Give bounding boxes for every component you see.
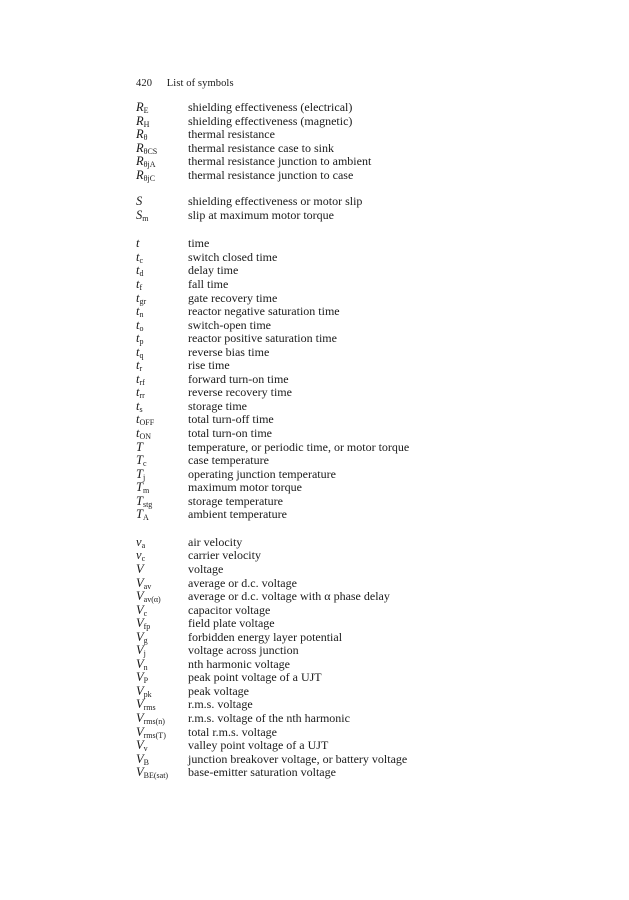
symbol-subscript: θ bbox=[143, 133, 148, 143]
symbol-entry bbox=[136, 441, 606, 455]
symbol-subscript: f bbox=[139, 283, 143, 293]
symbol-subscript: g bbox=[143, 635, 148, 645]
symbol-description: delay time bbox=[188, 263, 239, 278]
symbol-entry bbox=[136, 400, 606, 414]
symbol bbox=[136, 209, 188, 223]
symbol-entry bbox=[136, 698, 606, 712]
symbol bbox=[136, 305, 188, 319]
symbol-subscript: OFF bbox=[139, 418, 155, 428]
running-title: List of symbols bbox=[166, 78, 234, 89]
symbol-base: T bbox=[136, 453, 143, 468]
symbol-base: V bbox=[136, 683, 144, 698]
symbol-description: switch-open time bbox=[188, 317, 271, 332]
symbol-description: maximum motor torque bbox=[188, 480, 302, 495]
symbol bbox=[136, 753, 188, 767]
symbol bbox=[136, 685, 188, 699]
symbol bbox=[136, 658, 188, 672]
symbol bbox=[136, 536, 188, 550]
symbol bbox=[136, 128, 188, 142]
symbol-entry bbox=[136, 332, 606, 346]
symbol bbox=[136, 577, 188, 591]
symbol-base: T bbox=[136, 480, 143, 495]
symbol-subscript: rms bbox=[143, 703, 156, 713]
symbol-description: fall time bbox=[188, 277, 229, 292]
symbol-subscript: n bbox=[143, 662, 148, 672]
symbol-base: t bbox=[136, 358, 140, 373]
symbol bbox=[136, 739, 188, 753]
symbol-entry bbox=[136, 386, 606, 400]
symbol-description: shielding effectiveness (electrical) bbox=[188, 100, 353, 114]
symbol-base: V bbox=[136, 751, 144, 766]
symbol-description: operating junction temperature bbox=[188, 466, 336, 481]
symbol-base: V bbox=[136, 710, 144, 725]
symbol-base: t bbox=[136, 263, 140, 278]
symbol bbox=[136, 427, 188, 441]
symbol-base: V bbox=[136, 670, 144, 685]
symbol bbox=[136, 726, 188, 740]
symbol-description: valley point voltage of a UJT bbox=[188, 738, 329, 753]
symbol-description: ambient temperature bbox=[188, 507, 287, 522]
symbol-entry bbox=[136, 264, 606, 278]
symbol-description: storage temperature bbox=[188, 493, 283, 508]
symbol bbox=[136, 155, 188, 169]
symbol bbox=[136, 169, 188, 183]
symbol-entry bbox=[136, 346, 606, 360]
symbol-subscript: c bbox=[142, 459, 147, 469]
symbol-base: S bbox=[136, 194, 143, 209]
symbol-base: v bbox=[136, 548, 142, 563]
symbol-entry bbox=[136, 590, 606, 604]
symbol-entry bbox=[136, 427, 606, 441]
symbol-base: V bbox=[136, 629, 144, 644]
symbol-group bbox=[136, 237, 606, 521]
symbol-base: t bbox=[136, 385, 140, 400]
symbol-entry bbox=[136, 195, 606, 209]
symbol-subscript: rms(T) bbox=[143, 730, 166, 740]
symbol bbox=[136, 508, 188, 522]
symbol-base: R bbox=[136, 154, 144, 169]
symbol-entry bbox=[136, 209, 606, 223]
symbol-description: total turn-on time bbox=[188, 426, 272, 441]
symbol-description: switch closed time bbox=[188, 249, 278, 264]
symbol-entry bbox=[136, 292, 606, 306]
symbol-entry bbox=[136, 604, 606, 618]
symbol-group bbox=[136, 101, 606, 182]
symbol-subscript: θjC bbox=[143, 173, 156, 183]
symbol-description: slip at maximum motor torque bbox=[188, 207, 334, 222]
symbol bbox=[136, 386, 188, 400]
symbol-subscript: rf bbox=[139, 377, 145, 387]
symbol bbox=[136, 319, 188, 333]
symbol-description: air velocity bbox=[188, 534, 243, 549]
symbol-entry bbox=[136, 685, 606, 699]
symbol-entry bbox=[136, 128, 606, 142]
symbol bbox=[136, 617, 188, 631]
symbol-base: R bbox=[136, 113, 144, 128]
symbol-entry bbox=[136, 454, 606, 468]
symbol-base: S bbox=[136, 207, 143, 222]
symbol-subscript: c bbox=[143, 608, 148, 618]
symbol-subscript: θjA bbox=[143, 160, 156, 170]
symbol bbox=[136, 671, 188, 685]
symbol-entry bbox=[136, 468, 606, 482]
symbol-base: t bbox=[136, 371, 140, 386]
symbol-entry bbox=[136, 413, 606, 427]
symbol bbox=[136, 142, 188, 156]
symbol-entry bbox=[136, 251, 606, 265]
symbol-description: reverse recovery time bbox=[188, 385, 292, 400]
symbol-description: base-emitter saturation voltage bbox=[188, 765, 336, 780]
symbol-group bbox=[136, 536, 606, 780]
symbol-entry bbox=[136, 115, 606, 129]
symbol-description: voltage across junction bbox=[188, 643, 299, 658]
symbol-subscript: pk bbox=[143, 689, 152, 699]
symbol-base: V bbox=[136, 643, 144, 658]
symbol-description: average or d.c. voltage with α phase delay bbox=[188, 589, 390, 604]
symbol bbox=[136, 373, 188, 387]
symbol-description: forbidden energy layer potential bbox=[188, 629, 343, 644]
symbol-subscript: m bbox=[142, 213, 149, 223]
symbol-entry bbox=[136, 753, 606, 767]
symbol-subscript: fp bbox=[143, 622, 151, 632]
symbol bbox=[136, 413, 188, 427]
symbol bbox=[136, 359, 188, 373]
symbol-entry bbox=[136, 359, 606, 373]
symbol-description: voltage bbox=[188, 561, 224, 576]
symbol-base: t bbox=[136, 277, 140, 292]
symbol-subscript: a bbox=[141, 540, 146, 550]
symbol-description: thermal resistance case to sink bbox=[188, 140, 334, 155]
symbol-description: time bbox=[188, 236, 210, 251]
running-header bbox=[136, 78, 234, 89]
symbol-base: R bbox=[136, 167, 144, 182]
symbol-subscript: v bbox=[143, 744, 148, 754]
symbol-subscript: n bbox=[139, 310, 144, 320]
symbol bbox=[136, 441, 188, 455]
symbol bbox=[136, 237, 188, 251]
symbol-description: reverse bias time bbox=[188, 344, 270, 359]
symbol-entry bbox=[136, 155, 606, 169]
symbol-entry bbox=[136, 644, 606, 658]
symbol-base: V bbox=[136, 575, 144, 590]
symbol-entry bbox=[136, 305, 606, 319]
symbol-subscript: rms(n) bbox=[143, 716, 165, 726]
symbol-entry bbox=[136, 658, 606, 672]
symbol-description: r.m.s. voltage bbox=[188, 697, 253, 712]
symbol-base: T bbox=[136, 439, 143, 454]
symbol-subscript: av(α) bbox=[143, 595, 161, 605]
symbol-description: total r.m.s. voltage bbox=[188, 724, 277, 739]
symbol-description: shielding effectiveness (magnetic) bbox=[188, 113, 353, 128]
symbol-subscript: rr bbox=[139, 391, 145, 401]
symbol bbox=[136, 604, 188, 618]
symbol bbox=[136, 631, 188, 645]
symbol bbox=[136, 468, 188, 482]
symbol bbox=[136, 332, 188, 346]
symbol-entry bbox=[136, 508, 606, 522]
symbol-subscript: m bbox=[142, 486, 150, 496]
symbol-subscript: θCS bbox=[143, 146, 158, 156]
symbol-entry bbox=[136, 671, 606, 685]
symbol-description: peak point voltage of a UJT bbox=[188, 670, 322, 685]
symbol-base: V bbox=[136, 602, 144, 617]
symbol-description: reactor positive saturation time bbox=[188, 331, 337, 346]
symbol-subscript: av bbox=[143, 581, 152, 591]
symbol-description: peak voltage bbox=[188, 683, 249, 698]
symbol-subscript: r bbox=[139, 364, 143, 374]
symbol-entry bbox=[136, 549, 606, 563]
symbol-subscript: B bbox=[143, 757, 149, 767]
symbol-entry bbox=[136, 169, 606, 183]
symbol-description: reactor negative saturation time bbox=[188, 304, 340, 319]
symbol-base: t bbox=[136, 331, 140, 346]
symbol bbox=[136, 278, 188, 292]
symbol-entry bbox=[136, 142, 606, 156]
symbol-description: storage time bbox=[188, 398, 247, 413]
symbol-base: T bbox=[136, 493, 143, 508]
symbol-list bbox=[136, 101, 606, 794]
symbol-base: T bbox=[136, 466, 143, 481]
symbol-base: t bbox=[136, 249, 140, 264]
symbol bbox=[136, 712, 188, 726]
symbol-subscript: P bbox=[143, 676, 149, 686]
symbol-description: thermal resistance junction to case bbox=[188, 167, 354, 182]
symbol-entry bbox=[136, 577, 606, 591]
symbol-description: shielding effectiveness or motor slip bbox=[188, 194, 363, 209]
symbol-base: V bbox=[136, 724, 144, 739]
symbol-entry bbox=[136, 237, 606, 251]
symbol bbox=[136, 251, 188, 265]
symbol-description: carrier velocity bbox=[188, 548, 261, 563]
symbol-base: V bbox=[136, 765, 144, 780]
symbol-subscript: BE(sat) bbox=[143, 771, 169, 781]
symbol-entry bbox=[136, 631, 606, 645]
symbol-base: t bbox=[136, 412, 140, 427]
symbol bbox=[136, 454, 188, 468]
symbol-entry bbox=[136, 739, 606, 753]
symbol-description: rise time bbox=[188, 358, 230, 373]
symbol-description: capacitor voltage bbox=[188, 602, 271, 617]
symbol bbox=[136, 590, 188, 604]
page-number: 420 bbox=[136, 78, 153, 89]
symbol-base: R bbox=[136, 127, 144, 142]
symbol-base: V bbox=[136, 656, 144, 671]
symbol-description: thermal resistance junction to ambient bbox=[188, 154, 372, 169]
symbol bbox=[136, 495, 188, 509]
symbol-subscript: j bbox=[143, 649, 146, 659]
symbol-base: t bbox=[136, 398, 140, 413]
symbol bbox=[136, 346, 188, 360]
symbol-description: r.m.s. voltage of the nth harmonic bbox=[188, 710, 350, 725]
symbol bbox=[136, 292, 188, 306]
symbol-base: t bbox=[136, 344, 140, 359]
symbol-description: field plate voltage bbox=[188, 616, 275, 631]
symbol-description: average or d.c. voltage bbox=[188, 575, 297, 590]
symbol-entry bbox=[136, 101, 606, 115]
symbol-subscript: H bbox=[143, 119, 150, 129]
symbol-entry bbox=[136, 278, 606, 292]
symbol-base: t bbox=[136, 290, 140, 305]
symbol-entry bbox=[136, 712, 606, 726]
symbol-base: V bbox=[136, 589, 144, 604]
symbol-base: V bbox=[136, 616, 144, 631]
symbol-base: t bbox=[136, 426, 140, 441]
symbol-subscript: c bbox=[139, 255, 144, 265]
symbol-base: R bbox=[136, 140, 144, 155]
symbol-base: V bbox=[136, 561, 144, 576]
symbol-subscript: ON bbox=[139, 432, 152, 442]
symbol-entry bbox=[136, 726, 606, 740]
symbol-description: junction breakover voltage, or battery voltage bbox=[188, 751, 408, 766]
symbol-subscript: s bbox=[139, 404, 143, 414]
symbol-entry bbox=[136, 536, 606, 550]
symbol-description: case temperature bbox=[188, 453, 269, 468]
symbol-subscript: o bbox=[139, 323, 144, 333]
symbol-subscript: stg bbox=[142, 499, 153, 509]
symbol bbox=[136, 698, 188, 712]
symbol-subscript: c bbox=[141, 554, 146, 564]
symbol-entry bbox=[136, 319, 606, 333]
symbol bbox=[136, 644, 188, 658]
symbol-base: T bbox=[136, 507, 143, 522]
symbol-base: t bbox=[136, 317, 140, 332]
symbol-subscript: A bbox=[142, 513, 149, 523]
symbol-entry bbox=[136, 617, 606, 631]
symbol-description: temperature, or periodic time, or motor torque bbox=[188, 439, 410, 454]
symbol-subscript: j bbox=[142, 472, 146, 482]
symbol-subscript: d bbox=[139, 269, 144, 279]
symbol bbox=[136, 101, 188, 115]
symbol bbox=[136, 766, 188, 780]
symbol-entry bbox=[136, 563, 606, 577]
symbol bbox=[136, 115, 188, 129]
symbol-base: V bbox=[136, 738, 144, 753]
symbol-subscript: E bbox=[143, 106, 149, 115]
symbol bbox=[136, 400, 188, 414]
symbol bbox=[136, 481, 188, 495]
symbol bbox=[136, 195, 188, 209]
symbol-entry bbox=[136, 481, 606, 495]
symbol-base: R bbox=[136, 100, 144, 114]
symbol-description: total turn-off time bbox=[188, 412, 274, 427]
symbol-description: gate recovery time bbox=[188, 290, 278, 305]
symbol-subscript: q bbox=[139, 350, 144, 360]
symbol bbox=[136, 264, 188, 278]
symbol-base: v bbox=[136, 534, 142, 549]
symbol-entry bbox=[136, 495, 606, 509]
symbol-subscript: p bbox=[139, 337, 144, 347]
symbol-subscript: gr bbox=[139, 296, 147, 306]
symbol-description: nth harmonic voltage bbox=[188, 656, 290, 671]
symbol-description: forward turn-on time bbox=[188, 371, 289, 386]
symbol-entry bbox=[136, 373, 606, 387]
symbol-base: V bbox=[136, 697, 144, 712]
symbol-base: t bbox=[136, 304, 140, 319]
symbol bbox=[136, 549, 188, 563]
symbol bbox=[136, 563, 188, 577]
symbol-entry bbox=[136, 766, 606, 780]
symbol-base: t bbox=[136, 236, 140, 251]
symbol-group bbox=[136, 195, 606, 222]
symbol-description: thermal resistance bbox=[188, 127, 275, 142]
